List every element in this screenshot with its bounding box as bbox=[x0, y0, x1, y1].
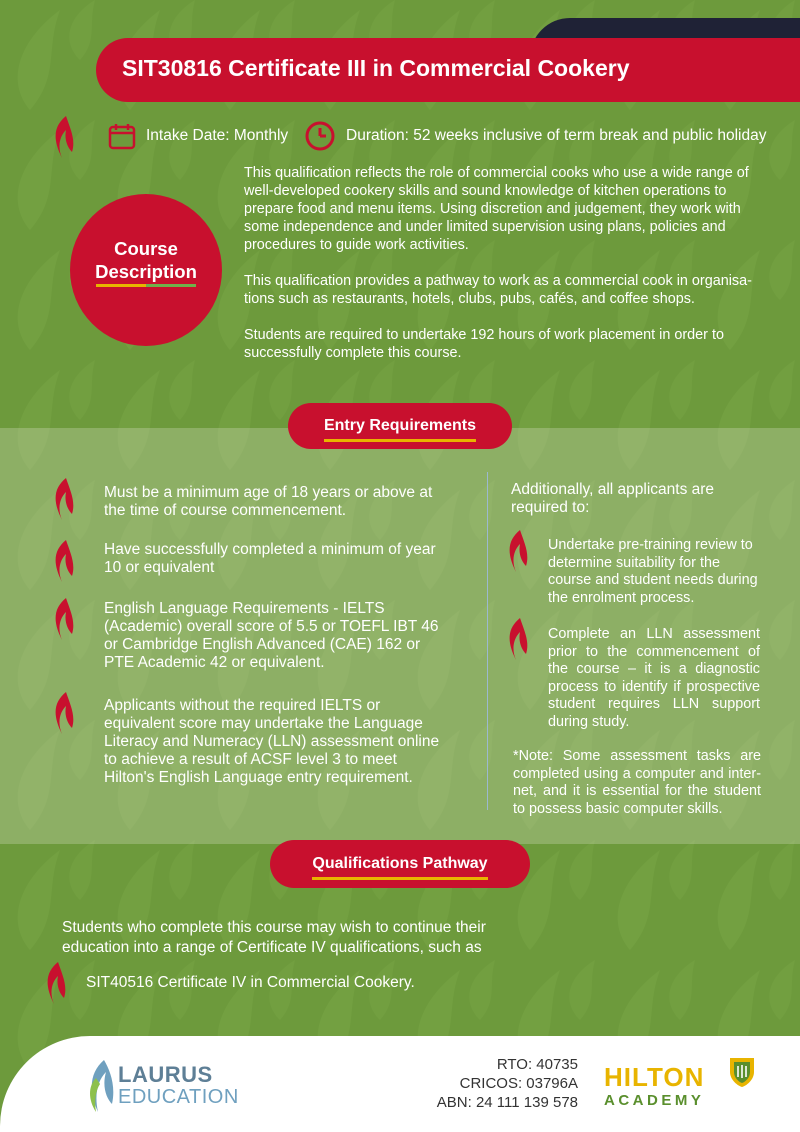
requirement-item: Must be a minimum age of 18 years or above at the time of course commencement. bbox=[104, 484, 433, 519]
flame-icon bbox=[52, 692, 74, 734]
page-title: SIT30816 Certificate III in Commercial Cookery bbox=[122, 55, 630, 81]
flame-icon bbox=[52, 540, 74, 582]
rto-number: RTO: 40735 bbox=[496, 1056, 578, 1073]
entry-requirements-heading bbox=[288, 403, 512, 449]
requirement-item: English Language Requirements - IELTS (Academic) overall score of 5.5 or TOEFL IBT 46 or Cambridge English Advanced (CAE) 162 or PTE Academic 42 or equivalent. bbox=[104, 600, 439, 671]
qualifications-pathway-heading-text: Qualifications Pathway bbox=[312, 855, 487, 880]
course-description-label-line2: Description bbox=[95, 261, 197, 282]
requirement-item: Have successfully completed a minimum of year 10 or equivalent bbox=[104, 541, 436, 576]
additional-requirements-intro: Additionally, all applicants are required to: bbox=[511, 481, 715, 516]
flame-icon bbox=[52, 116, 74, 158]
additional-requirement-item: Undertake pre-training review to determine suitability for the course and student needs during the enrolment process. bbox=[548, 537, 758, 606]
column-divider bbox=[487, 472, 488, 810]
description-paragraph: Students are required to undertake 192 hours of work placement in order to successfully complete this course. bbox=[244, 327, 724, 361]
pathway-item: SIT40516 Certificate IV in Commercial Cookery. bbox=[86, 974, 415, 991]
additional-requirement-item: Complete an LLN assessment prior to the commencement of the course – it is a diagnostic process to identify if prospective student requires LLN support during study. bbox=[548, 626, 760, 730]
requirement-item: Applicants without the required IELTS or equivalent score may undertake the Language Literacy and Numeracy (LLN) assessment online to achieve a result of ACSF level 3 to meet Hilton's English Language entry requirement. bbox=[104, 697, 440, 786]
cricos-number: CRICOS: 03796A bbox=[459, 1075, 578, 1092]
course-description-label-line1: Course bbox=[114, 238, 178, 259]
calendar-icon bbox=[108, 122, 136, 150]
label-underline bbox=[96, 284, 196, 287]
flame-icon bbox=[506, 530, 528, 572]
intake-date: Intake Date: Monthly bbox=[146, 127, 289, 144]
entry-requirements-heading-text: Entry Requirements bbox=[324, 417, 476, 442]
laurus-name: LAURUS bbox=[118, 1062, 213, 1087]
course-duration: Duration: 52 weeks inclusive of term break and public holiday bbox=[346, 127, 767, 144]
description-paragraph: This qualification provides a pathway to work as a commercial cook in organisa-tions such as restaurants, hotels, clubs, pubs, cafés, and coffee shops. bbox=[244, 273, 752, 307]
flame-icon bbox=[506, 618, 528, 660]
flame-icon bbox=[44, 962, 66, 1004]
assessment-note: *Note: Some assessment tasks are completed using a computer and inter-net, and it is essential for the student to possess basic computer skills. bbox=[513, 748, 761, 817]
hilton-shield-icon bbox=[728, 1056, 756, 1088]
course-description-text bbox=[244, 164, 762, 380]
clock-icon bbox=[304, 120, 336, 152]
flame-icon bbox=[52, 598, 74, 640]
hilton-name: HILTON bbox=[604, 1062, 705, 1092]
hilton-subtitle: ACADEMY bbox=[604, 1092, 705, 1109]
qualifications-pathway-heading bbox=[270, 840, 530, 888]
description-paragraph: This qualification reflects the role of commercial cooks who use a wide range of well-developed cookery skills and sound knowledge of kitchen operations to prepare food and menu items. Using discretion and judgement, they work with some independence and under limited supervision using plans, policies and procedures to guide work activities. bbox=[244, 165, 749, 253]
laurus-leaf-logo-icon bbox=[86, 1060, 114, 1112]
flame-icon bbox=[52, 478, 74, 520]
course-description-label bbox=[70, 237, 222, 283]
abn-number: ABN: 24 111 139 578 bbox=[436, 1094, 578, 1111]
pathway-intro: Students who complete this course may wish to continue their education into a range of Certificate IV qualifications, such as bbox=[62, 919, 486, 956]
laurus-subtitle: EDUCATION bbox=[118, 1086, 239, 1108]
